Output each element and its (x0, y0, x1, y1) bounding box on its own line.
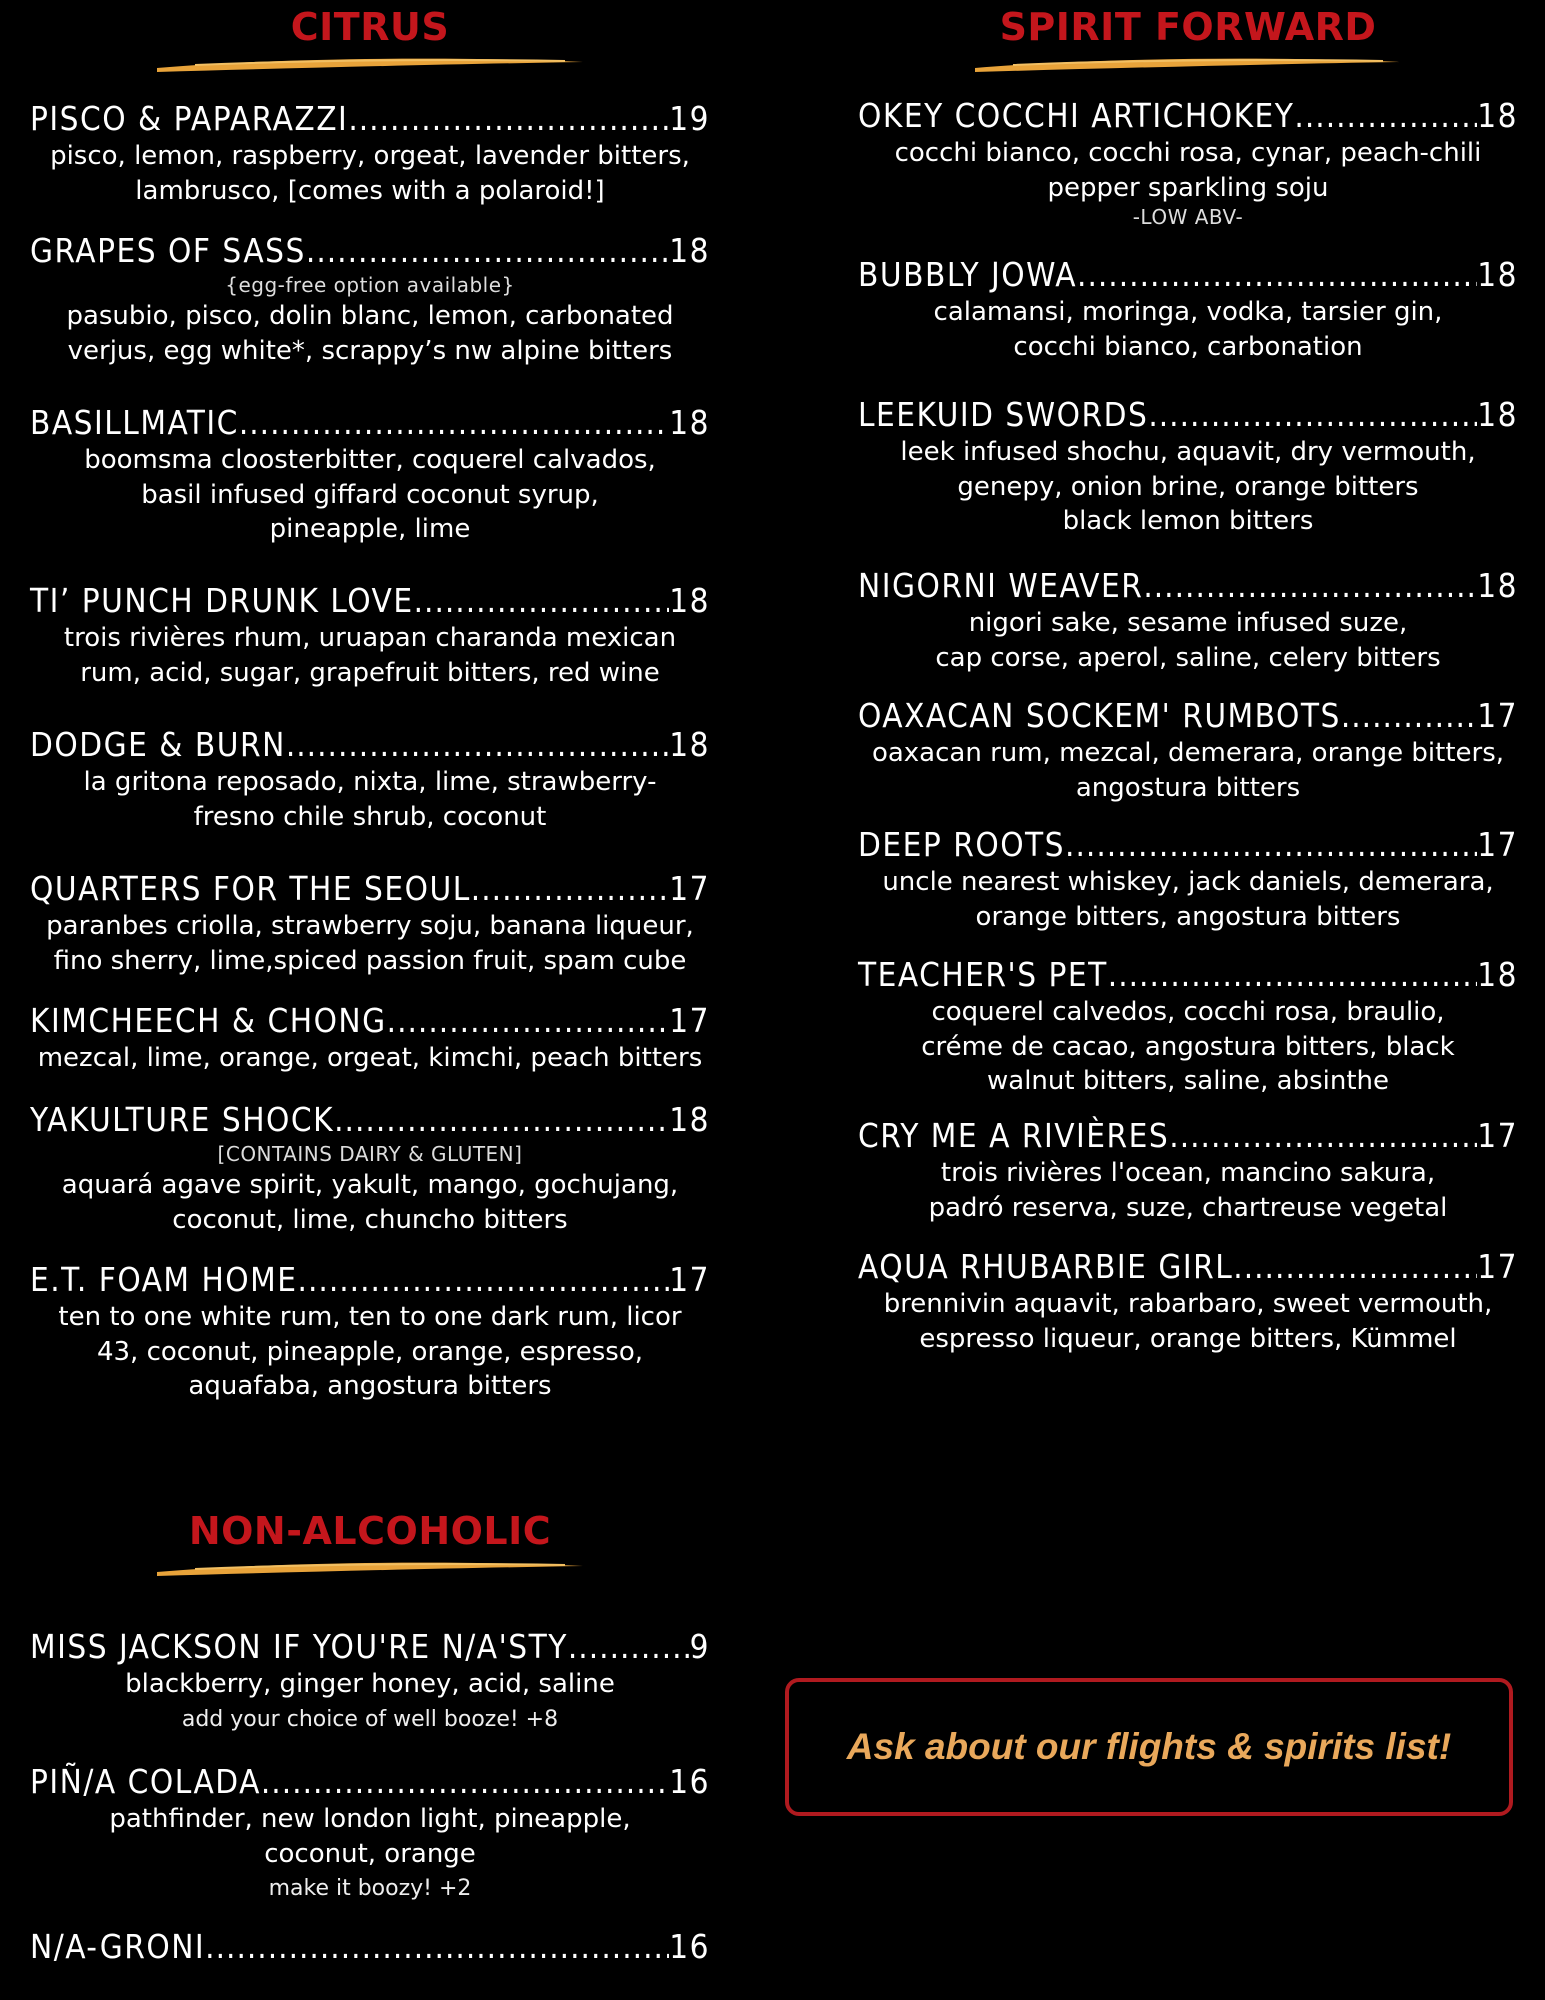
dot-leader (1341, 697, 1477, 735)
menu-item (30, 100, 710, 207)
drink-ingredients: angostura bitters (1075, 772, 1301, 803)
drink-price: 17 (1477, 696, 1518, 735)
drink-name: QUARTERS FOR THE SEOUL (30, 869, 471, 908)
citrus-header (30, 5, 710, 74)
section-title-citrus: CITRUS (290, 5, 450, 49)
drink-name: NIGORNI WEAVER (858, 566, 1144, 605)
drink-name: DEEP ROOTS (858, 825, 1066, 864)
drink-name: KIMCHEECH & CHONG (30, 1001, 387, 1040)
menu-item (30, 582, 710, 689)
drink-price: 19 (669, 99, 710, 138)
dot-leader (471, 870, 669, 908)
drink-name: AQUA RHUBARBIE GIRL (858, 1247, 1234, 1286)
menu-item (858, 256, 1518, 363)
menu-item-heading (30, 1928, 710, 1966)
menu-item-heading (858, 697, 1518, 735)
drink-ingredients: coconut, lime, chuncho bitters (172, 1204, 568, 1235)
drink-name: BASILLMATIC (30, 403, 239, 442)
drink-note: {egg-free option available} (225, 272, 515, 297)
menu-item-heading (858, 826, 1518, 864)
menu-item (858, 396, 1518, 538)
non-alcoholic-header (30, 1509, 710, 1578)
drink-name: TEACHER'S PET (858, 955, 1108, 994)
menu-item-heading (858, 567, 1518, 605)
drink-name: MISS JACKSON IF YOU'RE N/A'STY (30, 1627, 568, 1666)
dot-leader (1143, 567, 1477, 605)
menu-item (30, 232, 710, 367)
menu-item (30, 404, 710, 546)
drink-ingredients: oaxacan rum, mezcal, demerara, orange bitters, (871, 737, 1505, 768)
drink-ingredients: trois rivières rhum, uruapan charanda mexican (63, 622, 677, 653)
dot-leader (1294, 97, 1477, 135)
drink-ingredients: cap corse, aperol, saline, celery bitters (935, 642, 1441, 673)
menu-item-heading (858, 1248, 1518, 1286)
dot-leader (286, 726, 669, 764)
drink-ingredients: la gritona reposado, nixta, lime, strawberry- (83, 766, 657, 797)
drink-ingredients: orange bitters, angostura bitters (975, 901, 1401, 932)
drink-name: OAXACAN SOCKEM' RUMBOTS (858, 696, 1341, 735)
menu-item (858, 1117, 1518, 1224)
drink-price: 17 (669, 1260, 710, 1299)
brush-stroke-divider (155, 56, 585, 74)
drink-price: 9 (689, 1627, 710, 1666)
menu-item (30, 1763, 710, 1904)
menu-item-heading (30, 1101, 710, 1139)
drink-name: LEEKUID SWORDS (858, 395, 1149, 434)
menu-item (30, 726, 710, 833)
drink-name: DODGE & BURN (30, 725, 286, 764)
section-title-spirit-forward: SPIRIT FORWARD (999, 5, 1377, 49)
brush-stroke-divider (155, 1560, 585, 1578)
drink-name: TI’ PUNCH DRUNK LOVE (30, 581, 414, 620)
dot-leader (387, 1002, 670, 1040)
drink-price: 18 (669, 231, 710, 270)
menu-item-heading (30, 1628, 710, 1666)
menu-item (30, 1261, 710, 1403)
drink-ingredients: black lemon bitters (1062, 506, 1314, 537)
drink-name: GRAPES OF SASS (30, 231, 306, 270)
menu-item-heading (30, 870, 710, 908)
menu-item-heading (30, 1261, 710, 1299)
drink-ingredients: 43, coconut, pineapple, orange, espresso, (96, 1336, 644, 1367)
flights-callout-box (785, 1678, 1513, 1816)
menu-item (30, 1101, 710, 1236)
drink-name: BUBBLY JOWA (858, 255, 1078, 294)
drink-price: 18 (1477, 395, 1518, 434)
drink-ingredients: padró reserva, suze, chartreuse vegetal (928, 1192, 1448, 1223)
drink-price: 18 (1477, 955, 1518, 994)
drink-note: [CONTAINS DAIRY & GLUTEN] (217, 1141, 523, 1166)
dot-leader (205, 1928, 669, 1966)
drink-ingredients: basil infused giffard coconut syrup, (141, 479, 599, 510)
dot-leader (334, 1101, 669, 1139)
drink-price: 16 (669, 1927, 710, 1966)
menu-item (30, 870, 710, 977)
menu-item-heading (30, 726, 710, 764)
menu-item-heading (30, 1763, 710, 1801)
dot-leader (1233, 1248, 1477, 1286)
drink-ingredients: coconut, orange (264, 1838, 476, 1869)
drink-ingredients: aquafaba, angostura bitters (188, 1371, 552, 1402)
drink-price: 18 (1477, 96, 1518, 135)
drink-name: PIÑ/A COLADA (30, 1762, 261, 1801)
dot-leader (348, 100, 669, 138)
drink-price: 17 (1477, 1116, 1518, 1155)
menu-item-heading (858, 97, 1518, 135)
drink-ingredients: verjus, egg white*, scrappy’s nw alpine bitters (67, 335, 673, 366)
drink-price: 18 (669, 403, 710, 442)
menu-item (30, 1928, 710, 1966)
dot-leader (239, 404, 669, 442)
menu-item-heading (30, 582, 710, 620)
drink-ingredients: nigori sake, sesame infused suze, (968, 607, 1408, 638)
menu-item (30, 1628, 710, 1734)
drink-ingredients: uncle nearest whiskey, jack daniels, demerara, (882, 866, 1494, 897)
callout-text: Ask about our flights & spirits list! (846, 1726, 1452, 1767)
drink-price: 18 (669, 581, 710, 620)
menu-item-heading (858, 256, 1518, 294)
drink-ingredients: pepper sparkling soju (1047, 172, 1329, 203)
drink-ingredients: pineapple, lime (269, 514, 471, 545)
dot-leader (261, 1763, 669, 1801)
menu-item (858, 567, 1518, 674)
drink-ingredients: genepy, onion brine, orange bitters (957, 471, 1419, 502)
menu-item-heading (858, 396, 1518, 434)
menu-item-heading (30, 1002, 710, 1040)
menu-item-heading (30, 404, 710, 442)
menu-item-heading (858, 1117, 1518, 1155)
drink-ingredients: rum, acid, sugar, grapefruit bitters, red wine (80, 657, 660, 688)
drink-ingredients: cocchi bianco, cocchi rosa, cynar, peach-chili (894, 137, 1482, 168)
drink-price: 18 (669, 725, 710, 764)
menu-item (858, 826, 1518, 933)
drink-ingredients: boomsma cloosterbitter, coquerel calvados, (84, 444, 656, 475)
section-title-non-alcoholic: NON-ALCOHOLIC (188, 1509, 552, 1553)
dot-leader (1065, 826, 1477, 864)
drink-ingredients: lambrusco, [comes with a polaroid!] (135, 175, 605, 206)
drink-price: 17 (1477, 1247, 1518, 1286)
drink-ingredients: aquará agave spirit, yakult, mango, gochujang, (61, 1169, 679, 1200)
menu-item-heading (30, 100, 710, 138)
dot-leader (568, 1628, 690, 1666)
dot-leader (1108, 956, 1477, 994)
drink-name: CRY ME A RIVIÈRES (858, 1116, 1170, 1155)
drink-add-on: add your choice of well booze! +8 (181, 1706, 559, 1732)
drink-ingredients: coquerel calvedos, cocchi rosa, braulio, (931, 996, 1445, 1027)
drink-price: 16 (669, 1762, 710, 1801)
drink-price: 17 (1477, 825, 1518, 864)
low-abv-note: -LOW ABV- (1132, 205, 1244, 230)
dot-leader (306, 232, 669, 270)
drink-price: 17 (669, 1001, 710, 1040)
drink-name: YAKULTURE SHOCK (30, 1100, 335, 1139)
menu-item (30, 1002, 710, 1075)
drink-name: PISCO & PAPARAZZI (30, 99, 349, 138)
drink-name: OKEY COCCHI ARTICHOKEY (858, 96, 1295, 135)
drink-ingredients: pisco, lemon, raspberry, orgeat, lavender bitters, (50, 140, 690, 171)
drink-ingredients: créme de cacao, angostura bitters, black (921, 1031, 1455, 1062)
drink-ingredients: pathfinder, new london light, pineapple, (109, 1803, 631, 1834)
drink-name: N/A-GRONI (30, 1927, 206, 1966)
drink-price: 18 (669, 1100, 710, 1139)
dot-leader (1148, 396, 1477, 434)
menu-item-heading (858, 956, 1518, 994)
drink-price: 18 (1477, 566, 1518, 605)
menu-item (858, 697, 1518, 804)
drink-ingredients: trois rivières l'ocean, mancino sakura, (940, 1157, 1436, 1188)
drink-ingredients: leek infused shochu, aquavit, dry vermouth, (900, 436, 1476, 467)
drink-ingredients: mezcal, lime, orange, orgeat, kimchi, peach bitters (37, 1042, 703, 1073)
drink-ingredients: walnut bitters, saline, absinthe (987, 1066, 1389, 1097)
drink-price: 17 (669, 869, 710, 908)
drink-ingredients: paranbes criolla, strawberry soju, banana liqueur, (46, 910, 694, 941)
dot-leader (1169, 1117, 1477, 1155)
menu-item (858, 956, 1518, 1098)
drink-ingredients: blackberry, ginger honey, acid, saline (125, 1668, 615, 1699)
drink-ingredients: calamansi, moringa, vodka, tarsier gin, (933, 296, 1443, 327)
spirit-forward-header (858, 5, 1518, 74)
dot-leader (298, 1261, 670, 1299)
drink-ingredients: cocchi bianco, carbonation (1013, 331, 1363, 362)
brush-stroke-divider (973, 56, 1403, 74)
drink-name: E.T. FOAM HOME (30, 1260, 298, 1299)
drink-add-on: make it boozy! +2 (268, 1876, 472, 1902)
menu-item (858, 1248, 1518, 1355)
menu-item-heading (30, 232, 710, 270)
menu-item (858, 97, 1518, 230)
dot-leader (1077, 256, 1477, 294)
drink-price: 18 (1477, 255, 1518, 294)
drink-ingredients: brennivin aquavit, rabarbaro, sweet vermouth, (883, 1288, 1493, 1319)
dot-leader (414, 582, 670, 620)
drink-ingredients: espresso liqueur, orange bitters, Kümmel (919, 1323, 1457, 1354)
drink-ingredients: ten to one white rum, ten to one dark rum, licor (58, 1301, 682, 1332)
drink-ingredients: fino sherry, lime,spiced passion fruit, spam cube (53, 945, 687, 976)
drink-ingredients: pasubio, pisco, dolin blanc, lemon, carbonated (66, 300, 674, 331)
drink-ingredients: fresno chile shrub, coconut (193, 801, 547, 832)
